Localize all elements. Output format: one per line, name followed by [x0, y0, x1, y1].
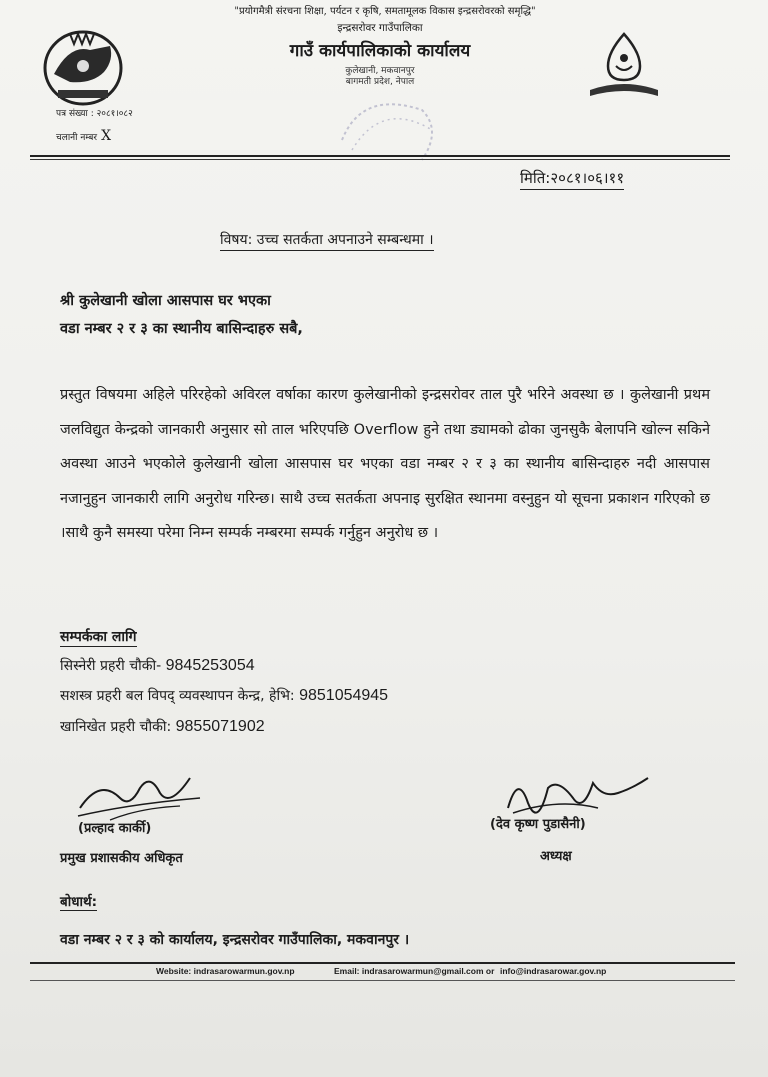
tagline: "प्रयोगमैत्री संरचना शिक्षा, पर्यटन र कृषि, समतामूलक विकास इन्द्रसरोवरको समृद्धि"	[234, 6, 536, 17]
signatory-right-title: अध्यक्ष	[540, 849, 572, 864]
contact-label: सशस्त्र प्रहरी बल विपद् व्यवस्थापन केन्द्र, हेभि:	[60, 688, 295, 704]
footer-website: Website: indrasarowarmun.gov.np	[156, 966, 295, 976]
nepal-emblem-icon	[40, 24, 126, 108]
signatory-left-name: (प्रल्हाद कार्की)	[78, 821, 152, 836]
contact-number: 9851054945	[299, 687, 389, 704]
addressee-line-2: वडा नम्बर २ र ३ का स्थानीय बासिन्दाहरु सबै,	[60, 321, 303, 337]
addressee-line-1: श्री कुलेखानी खोला आसपास घर भएका	[60, 293, 271, 309]
address-line-1: कुलेखानी, मकवानपुर	[345, 66, 415, 76]
footer-email-secondary: info@indrasarowar.gov.np	[500, 966, 607, 976]
bodharth-text: वडा नम्बर २ र ३ को कार्यालय, इन्द्रसरोवर गाउँपालिका, मकवानपुर ।	[60, 932, 410, 948]
letter-subject: विषय: उच्च सतर्कता अपनाउने सम्बन्धमा ।	[220, 230, 434, 251]
header-divider	[30, 155, 730, 157]
signatory-right-name: (देव कृष्ण पुडासैनी)	[490, 817, 586, 832]
reference-number: पत्र संख्या : २०८१।०८२	[56, 109, 133, 119]
letter-body: प्रस्तुत विषयमा अहिले परिरहेको अविरल वर्षाका कारण कुलेखानीको इन्द्रसरोवर ताल पुरै भरिने अवस्था छ । कुलेखानी प्रथम जलविद्युत केन्द्रको जानकारी अनुसार सो ताल भरिएपछि Overflow हुने तथा ड्यामको ढोका जुनसुकै बेलापनि खोल्न सकिने अवस्था आउने भएकोले कुलेखानी खोला आसपास घर भएका वडा नम्बर २ र ३ का स्थानीय बासिन्दाहरु नदी आसपास नजानुहुन जानकारी लागि अनुरोध गरिन्छ। साथै उच्च सतर्कता अपनाइ सुरक्षित स्थानमा वस्नुहुन यो सूचना प्रकाशन गरिएको छ ।साथै कुनै समस्या परेमा निम्न सम्पर्क नम्बरमा सम्पर्क गर्नुहुन अनुरोध छ ।	[60, 387, 710, 541]
contact-label: खानिखेत प्रहरी चौकी:	[60, 719, 172, 735]
signatory-left-title: प्रमुख प्रशासकीय अधिकृत	[60, 851, 183, 866]
municipality-name: इन्द्रसरोवर गाउँपालिका	[337, 22, 423, 34]
contact-number: 9845253054	[165, 657, 255, 674]
letter-date: मिति:२०८१।०६।११	[520, 168, 624, 190]
contact-item	[60, 656, 255, 675]
contact-number: 9855071902	[175, 718, 265, 735]
dispatch-label: चलानी नम्बर	[56, 133, 98, 143]
header-divider-thin	[30, 159, 730, 160]
dispatch-mark: X	[101, 128, 112, 144]
contact-item	[60, 686, 388, 705]
office-address	[300, 66, 460, 88]
bodharth-heading: बोधार्थ:	[60, 894, 98, 910]
footer-divider-thin	[30, 980, 735, 981]
footer-email: Email: indrasarowarmun@gmail.com or	[334, 966, 495, 976]
address-line-2: बागमती प्रदेश, नेपाल	[345, 77, 415, 87]
contacts-heading: सम्पर्कका लागि	[60, 629, 137, 645]
office-stamp-icon	[322, 80, 452, 180]
footer-divider	[30, 962, 735, 964]
contact-item	[60, 717, 265, 736]
contact-label: सिस्नेरी प्रहरी चौकी-	[60, 658, 162, 674]
dispatch-number	[56, 128, 111, 144]
municipality-logo-icon	[582, 30, 666, 102]
office-title: गाउँ कार्यपालिकाको कार्यालय	[289, 41, 471, 61]
